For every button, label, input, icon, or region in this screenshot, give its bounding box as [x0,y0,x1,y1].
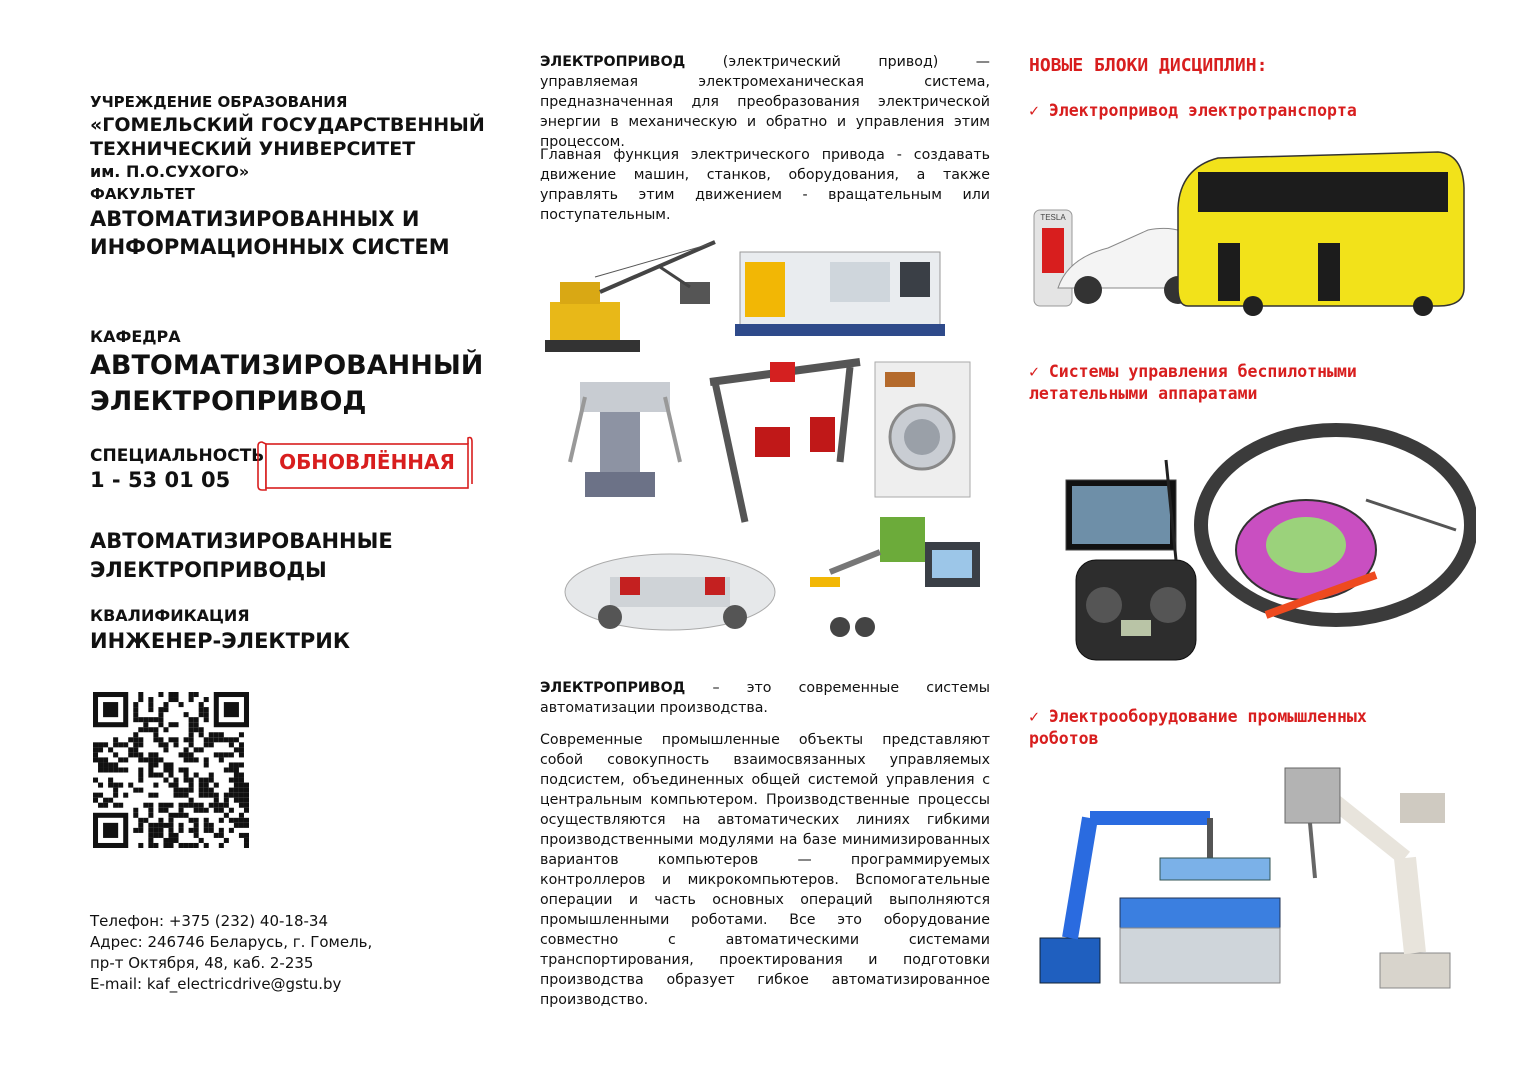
remote-controller-icon [1066,460,1196,660]
email[interactable]: E-mail: kaf_electricdrive@gstu.by [90,975,342,993]
department-name-2: ЭЛЕКТРОПРИВОД [90,386,367,417]
definition-text: (электрический привод) — управляемая электромеханическая система, предназначенная для преобразования электрической энергии в механическую и обратно и управления этим процессом. [540,54,990,150]
palletizing-robot-icon [1040,818,1280,983]
specialty-label: СПЕЦИАЛЬНОСТЬ [90,446,265,466]
excavator-image [545,242,715,352]
ev-chassis-image [565,554,775,630]
check-icon: ✓ [1029,707,1039,726]
check-icon: ✓ [1029,101,1039,120]
discipline-item-2 [1029,361,1357,405]
address-line-1: Адрес: 246746 Беларусь, г. Гомель, [90,933,373,951]
term-electric-drive: ЭЛЕКТРОПРИВОД [540,54,686,70]
specialty-name-2: ЭЛЕКТРОПРИВОДЫ [90,558,327,582]
faculty-label: ФАКУЛЬТЕТ [90,185,195,203]
charging-station-icon [1034,210,1072,306]
specialty-code: 1 - 53 01 05 [90,468,231,492]
specialty-name-block [90,527,393,585]
main-function-paragraph: Главная функция электрического привода - создавать движение машин, станков, оборудования, а также управлять этим движением - вращательным или поступательным. [540,147,990,223]
discipline-item-1 [1029,101,1357,120]
badge-label: ОБНОВЛЁННАЯ [279,450,455,474]
qualification-value: ИНЖЕНЕР-ЭЛЕКТРИК [90,629,351,653]
university-name-2: ТЕХНИЧЕСКИЙ УНИВЕРСИТЕТ [90,138,416,160]
updated-badge [256,434,476,494]
automation-text: – это современные системы автоматизации производства. [540,680,990,716]
institution-label: УЧРЕЖДЕНИЕ ОБРАЗОВАНИЯ [90,93,348,111]
discipline-3-label-1: Электрооборудование промышленных [1048,707,1367,726]
specialty-name-1: АВТОМАТИЗИРОВАННЫЕ [90,529,393,553]
qualification-label: КВАЛИФИКАЦИЯ [90,606,250,625]
discipline-1-label: Электропривод электротранспорта [1048,101,1357,120]
term-electric-drive-2: ЭЛЕКТРОПРИВОД [540,680,686,696]
tesla-brand-label: TESLA [1040,213,1066,222]
contact-block [90,911,372,995]
phone: Телефон: +375 (232) 40-18-34 [90,912,328,930]
gantry-crane-image [710,362,860,522]
welding-robot-icon [1285,768,1450,988]
discipline-2-label-2: летательными аппаратами [1029,384,1258,403]
qr-code[interactable] [93,692,249,848]
faculty-name-2: ИНФОРМАЦИОННЫХ СИСТЕМ [90,235,450,259]
university-name-3: им. П.О.СУХОГО» [90,162,250,181]
discipline-3-label-2: роботов [1029,729,1099,748]
department-name-1: АВТОМАТИЗИРОВАННЫЙ [90,350,484,381]
definition-paragraph [540,52,990,152]
equipment-collage [540,232,990,652]
automation-paragraph [540,678,990,718]
department-label: КАФЕДРА [90,327,181,346]
quadcopter-icon [1201,430,1471,620]
new-disciplines-heading: НОВЫЕ БЛОКИ ДИСЦИПЛИН: [1029,55,1268,76]
discipline-2-label-1: Системы управления беспилотными [1048,362,1357,381]
check-icon: ✓ [1029,362,1039,381]
qr-code-image [93,692,249,848]
faculty-name-1: АВТОМАТИЗИРОВАННЫХ И [90,207,420,231]
surgical-robot-image [570,382,680,497]
washing-machine-image [875,362,970,497]
drone-image [1036,410,1476,672]
electric-transport-image [1028,148,1468,318]
industrial-robots-image [1030,758,1470,993]
address-line-2: пр-т Октября, 48, каб. 2-235 [90,954,314,972]
institution-block [90,91,500,261]
electric-bus-icon [1178,152,1464,316]
lathe-machine-image [735,252,945,336]
university-name-1: «ГОМЕЛЬСКИЙ ГОСУДАРСТВЕННЫЙ [90,114,485,136]
discipline-item-3 [1029,706,1367,750]
department-block [90,326,510,420]
inspection-robot-image [810,517,980,637]
industry-paragraph: Современные промышленные объекты представляют собой совокупность взаимосвязанных управляемых подсистем, объединенных общей системой управления с центральным компьютером. Производственные процессы осуществляются на автоматических линиях гибкими производственными модулями на базе минимизированных вариантов компьютеров — программируемых контроллеров и микрокомпьютеров. Вспомогательные операции и часть основных операций выполняются промышленными роботами. Все это оборудование совместно с автоматическими системами транспортирования, проектирования и подготовки производства образует гибкое автоматизированное производство. [540,732,990,1008]
